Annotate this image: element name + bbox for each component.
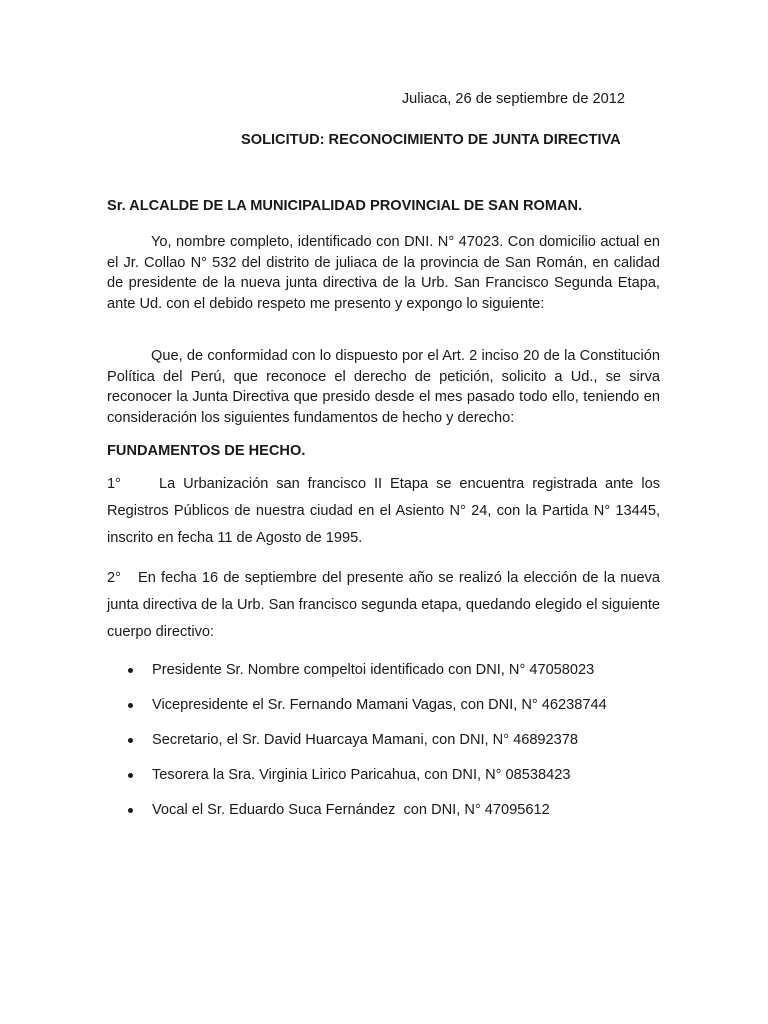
numbered-paragraph-2 — [107, 565, 660, 646]
list-item — [128, 758, 607, 793]
list-item — [128, 793, 607, 828]
paragraph-number: 1° — [107, 476, 121, 492]
section-heading: FUNDAMENTOS DE HECHO. — [107, 443, 306, 459]
numbered-paragraph-text: En fecha 16 de septiembre del presente año se realizó la elección de la nueva junta directiva de la Urb. San francisco segunda etapa, quedando elegido el siguiente cuerpo directivo: — [107, 570, 660, 640]
bullet-icon — [128, 773, 133, 778]
numbered-paragraph-text: La Urbanización san francisco II Etapa se encuentra registrada ante los Registros Públicos de nuestra ciudad en el Asiento N° 24, con la Partida N° 13445, inscrito en fecha 11 de Agosto de 1995. — [107, 476, 660, 546]
body-paragraph-2: Que, de conformidad con lo dispuesto por el Art. 2 inciso 20 de la Constitución Política del Perú, que reconoce el derecho de petición, solicito a Ud., se sirva reconocer la Junta Directiva que presido desde el mes pasado todo ello, teniendo en consideración los siguientes fundamentos de hecho y derecho: — [107, 348, 660, 426]
list-item — [128, 653, 607, 688]
numbered-paragraph-1 — [107, 471, 660, 552]
bullet-icon — [128, 738, 133, 743]
addressee-line: Sr. ALCALDE DE LA MUNICIPALIDAD PROVINCIAL DE SAN ROMAN. — [107, 198, 583, 214]
board-members-list — [128, 653, 607, 828]
paragraph-number: 2° — [107, 570, 121, 586]
list-item — [128, 688, 607, 723]
subject-line: SOLICITUD: RECONOCIMIENTO DE JUNTA DIRECTIVA — [241, 132, 621, 148]
list-item-text: Secretario, el Sr. David Huarcaya Mamani, con DNI, N° 46892378 — [152, 732, 579, 748]
list-item-text: Presidente Sr. Nombre compeltoi identificado con DNI, N° 47058023 — [152, 662, 595, 678]
list-item — [128, 723, 607, 758]
bullet-icon — [128, 668, 133, 673]
list-item-text: Vocal el Sr. Eduardo Suca Fernández con DNI, N° 47095612 — [152, 802, 550, 818]
bullet-icon — [128, 703, 133, 708]
list-item-text: Vicepresidente el Sr. Fernando Mamani Vagas, con DNI, N° 46238744 — [152, 697, 607, 713]
list-item-text: Tesorera la Sra. Virginia Lirico Paricahua, con DNI, N° 08538423 — [152, 767, 571, 783]
body-paragraph-1: Yo, nombre completo, identificado con DNI. N° 47023. Con domicilio actual en el Jr. Collao N° 532 del distrito de juliaca de la provincia de San Román, en calidad de presidente de la nueva junta directiva de la Urb. San Francisco Segunda Etapa, ante Ud. con el debido respeto me presento y expongo lo siguiente: — [107, 234, 660, 312]
date-line: Juliaca, 26 de septiembre de 2012 — [401, 91, 625, 107]
bullet-icon — [128, 808, 133, 813]
